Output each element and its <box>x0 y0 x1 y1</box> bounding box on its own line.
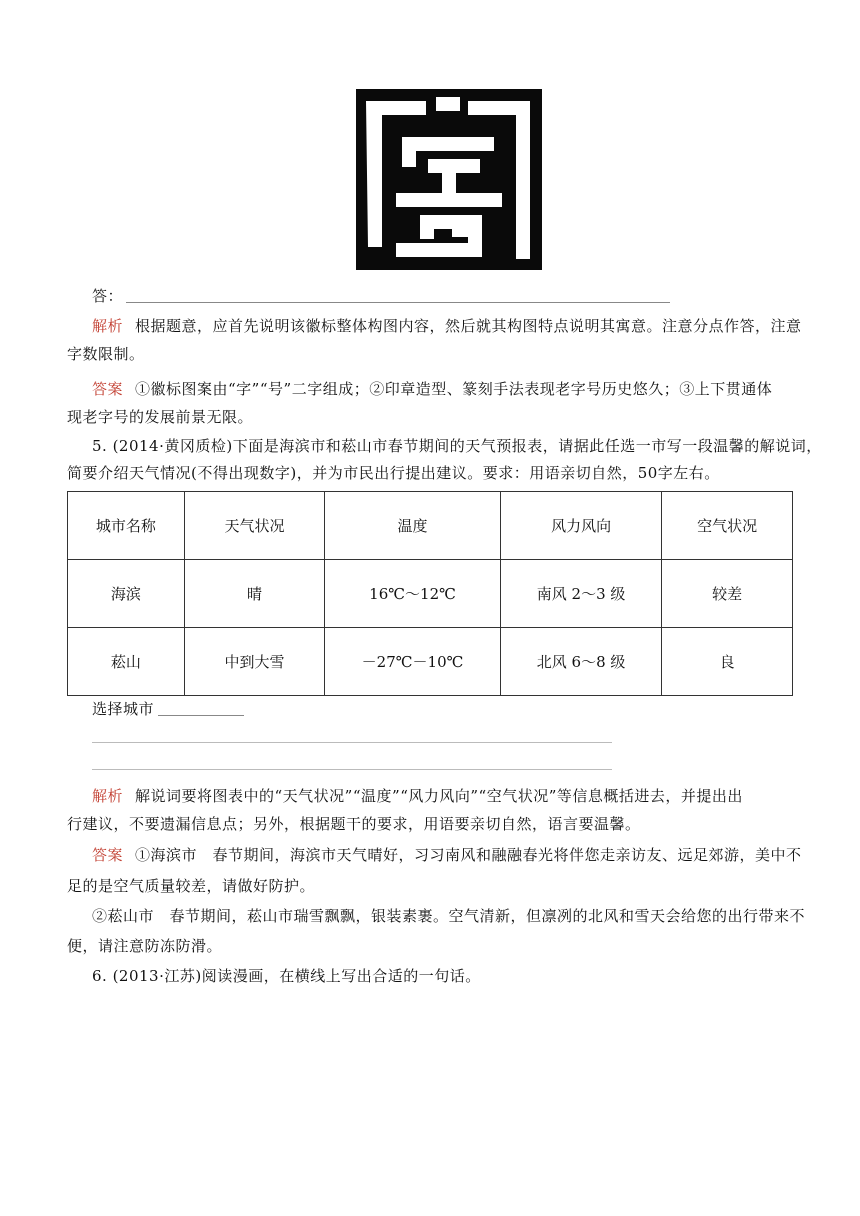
seal-logo-image <box>356 89 542 270</box>
weather-forecast-table <box>67 491 793 696</box>
table-cell: 海滨 <box>68 560 185 628</box>
answer-label: 答案 <box>92 380 124 398</box>
q5-answer2-line1: ②菘山市 春节期间，菘山市瑞雪飘飘，银装素裹。空气清新，但凛冽的北风和雪天会给您的出行带来不 <box>92 907 806 925</box>
table-header-cell: 天气状况 <box>184 492 325 560</box>
q5-analysis-line1: 解析 解说词要将图表中的“天气状况”“温度”“风力风向”“空气状况”等信息概括进去，并提出出 <box>92 787 743 805</box>
table-row <box>68 560 793 628</box>
q6-question-line1: 6. (2013·江苏)阅读漫画，在横线上写出合适的一句话。 <box>92 967 481 985</box>
q5-answer1-line1: 答案 ①海滨市 春节期间，海滨市天气晴好，习习南风和融融春光将伴您走亲访友、远足郊游，美中不 <box>92 846 802 864</box>
table-header-cell: 城市名称 <box>68 492 185 560</box>
choose-city-blank <box>158 715 244 716</box>
table-cell: 菘山 <box>68 628 185 696</box>
table-cell: 良 <box>662 628 793 696</box>
answer-label: 答案 <box>92 846 124 864</box>
q4-answer-line2: 现老字号的发展前景无限。 <box>67 408 254 426</box>
analysis-label: 解析 <box>92 317 124 335</box>
q5-question-line1: 5. (2014·黄冈质检)下面是海滨市和菘山市春节期间的天气预报表，请据此任选一市写一段温馨的解说词， <box>92 437 822 455</box>
analysis-label: 解析 <box>92 787 124 805</box>
table-header-cell: 温度 <box>325 492 501 560</box>
answer-prompt: 答： <box>92 287 124 305</box>
table-cell: 晴 <box>184 560 325 628</box>
answer-blank-line <box>126 302 670 303</box>
table-header-row <box>68 492 793 560</box>
q4-analysis-line2: 字数限制。 <box>67 345 145 363</box>
q5-answer1-line2: 足的是空气质量较差，请做好防护。 <box>67 877 316 895</box>
q4-answer-line1: 答案 ①徽标图案由“字”“号”二字组成；②印章造型、篆刻手法表现老字号历史悠久；③上下贯通体 <box>92 380 773 398</box>
choose-city-label: 选择城市 <box>92 700 155 718</box>
q4-analysis-line1: 解析 根据题意，应首先说明该徽标整体构图内容，然后就其构图特点说明其寓意。注意分点作答，注意 <box>92 317 802 335</box>
table-cell: 南风 2～3 级 <box>500 560 662 628</box>
table-cell: 北风 6～8 级 <box>500 628 662 696</box>
answer-blank-line <box>92 769 612 770</box>
table-header-cell: 空气状况 <box>662 492 793 560</box>
table-row <box>68 628 793 696</box>
answer-blank-line <box>92 742 612 743</box>
q5-answer2-line2: 便，请注意防冻防滑。 <box>67 937 223 955</box>
table-cell: 中到大雪 <box>184 628 325 696</box>
table-header-cell: 风力风向 <box>500 492 662 560</box>
table-cell: 16℃～12℃ <box>325 560 501 628</box>
q5-question-line2: 简要介绍天气情况(不得出现数字)，并为市民出行提出建议。要求：用语亲切自然，50字左右。 <box>67 464 720 482</box>
table-cell: 较差 <box>662 560 793 628</box>
table-cell: －27℃－10℃ <box>325 628 501 696</box>
q5-analysis-line2: 行建议，不要遗漏信息点；另外，根据题干的要求，用语要亲切自然，语言要温馨。 <box>67 815 641 833</box>
